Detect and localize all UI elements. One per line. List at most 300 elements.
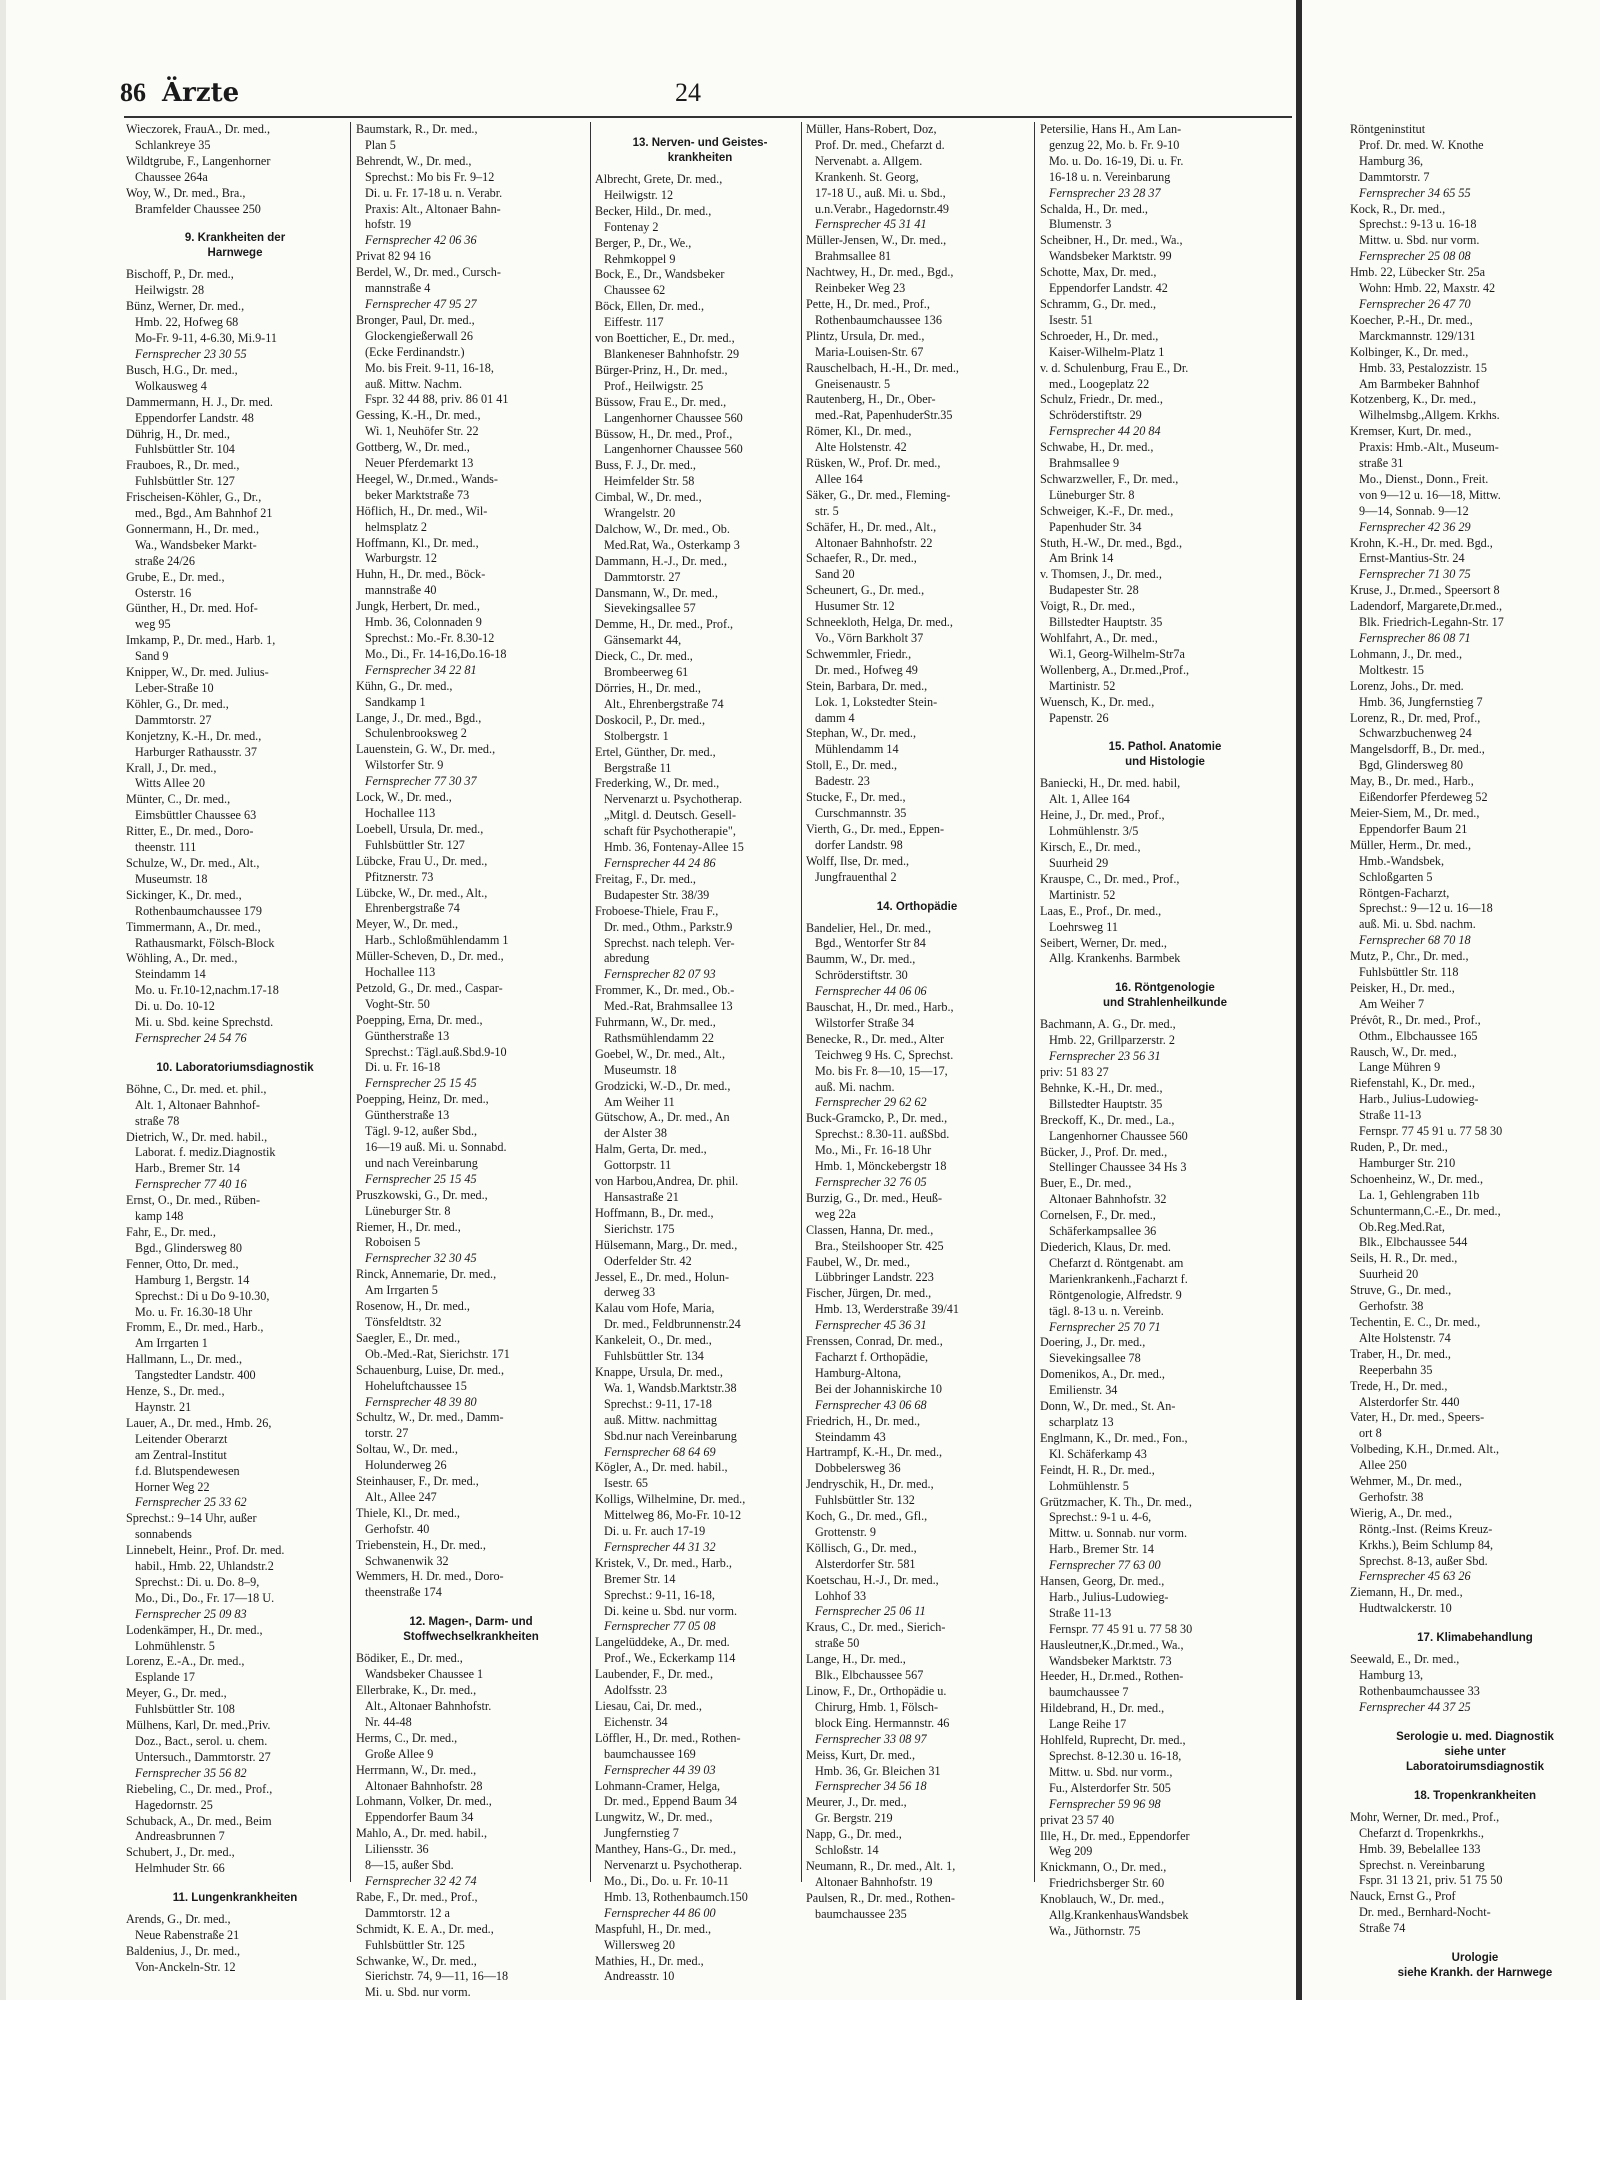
directory-entry [356,981,586,1013]
entry-detail: Brombeerweg 61 [604,665,689,680]
entry-detail: Mo. u. Fr. 16.30-18 Uhr [135,1304,253,1319]
directory-entry [126,1686,344,1718]
entry-detail: Wi. 1, Neuhöfer Str. 22 [365,424,479,439]
entry-detail: Schlankreye 35 [135,137,211,152]
directory-entry [595,490,805,522]
entry-detail: Mühlendamm 14 [815,742,899,757]
entry-name: Grützmacher, K. Th., Dr. med., [1040,1494,1192,1509]
entry-phone: Fernsprecher 77 30 37 [365,774,477,789]
entry-name: Hoffmann, B., Dr. med., [595,1205,714,1220]
entry-detail: 16-18 u. n. Vereinbarung [1049,169,1171,184]
directory-entry [126,490,344,522]
entry-name: Halm, Gerta, Dr. med., [595,1142,707,1157]
entry-detail: Sprechst.: Di u Do 9-10.30, [135,1288,270,1303]
entry-name: Meurer, J., Dr. med., [806,1795,907,1810]
directory-entry [1350,1076,1600,1140]
directory-entry [1350,1889,1600,1937]
entry-name: Höflich, H., Dr. med., Wil- [356,503,488,518]
entry-name: Fuhrmann, W., Dr. med., [595,1015,716,1030]
entry-detail: Teichweg 9 Hs. C, Sprechst. [815,1047,954,1062]
directory-entry [595,1365,805,1460]
directory-entry [356,1731,586,1763]
entry-name: Henze, S., Dr. med., [126,1384,225,1399]
entry-detail: Fuhlsbüttler Str. 104 [135,442,235,457]
directory-entry [126,1320,344,1352]
entry-name: Diederich, Klaus, Dr. med. [1040,1240,1171,1254]
section-heading-line: Urologie [1451,1952,1499,1965]
entry-detail: helmsplatz 2 [365,519,427,534]
entry-detail: Voght-Str. 50 [365,996,430,1011]
directory-entry [595,204,805,236]
directory-entry [595,1047,805,1079]
entry-detail: Schwanenwik 32 [365,1553,449,1568]
directory-entry [126,824,344,856]
entry-detail: Jungfernstieg 7 [604,1826,679,1841]
entry-detail: Hmb. 36, Fontenay-Allee 15 [604,840,744,855]
entry-detail: Harb., Bremer Str. 14 [1049,1542,1154,1557]
directory-entry [806,1573,1028,1621]
entry-detail: Fuhlsbüttler Str. 108 [135,1702,235,1717]
directory-entry [126,1511,344,1543]
entry-detail: Curschmannstr. 35 [815,805,907,820]
entry-detail: Hagedornstr. 25 [135,1797,213,1812]
directory-entry [126,1257,344,1321]
entry-name: Löffler, H., Dr. med., Rothen- [595,1730,741,1745]
entry-name: Albrecht, Grete, Dr. med., [595,172,723,186]
directory-entry [1350,265,1600,313]
entry-name: Frederking, W., Dr. med., [595,776,720,791]
directory-entry [806,1748,1028,1796]
entry-name: Böhne, C., Dr. med. et. phil., [126,1081,267,1096]
entry-name: Schubert, J., Dr. med., [126,1845,235,1860]
entry-detail: Marienkrankenh.,Facharzt f. [1049,1271,1188,1286]
entry-name: Rausch, W., Dr. med., [1350,1044,1457,1059]
directory-entry [806,822,1028,854]
directory-entry [356,822,586,854]
entry-detail: Esplande 17 [135,1670,195,1685]
entry-detail: Gänsemarkt 44, [604,633,682,648]
directory-entry [1350,647,1600,679]
entry-name: Konjetzny, K.-H., Dr. med., [126,728,262,743]
entry-phone: Fernsprecher 45 63 26 [1359,1569,1471,1584]
directory-entry [595,1922,805,1954]
directory-entry [595,617,805,649]
entry-detail: Ob.-Med.-Rat, Sierichstr. 171 [365,1346,510,1361]
entry-name: Büssow, Frau E., Dr. med., [595,394,727,409]
entry-detail: Wilstorfer Straße 34 [815,1015,915,1030]
entry-name: Wöhling, A., Dr. med., [126,951,238,966]
entry-detail: Nervenabt. a. Allgem. [815,153,923,168]
entry-name: Dammermann, H. J., Dr. med. [126,394,273,409]
entry-name: Classen, Hanna, Dr. med., [806,1222,934,1237]
entry-name: Schwarzweller, F., Dr. med., [1040,471,1179,486]
directory-entry [1040,695,1290,727]
directory-entry [356,1267,586,1299]
entry-detail: Bgd., Glindersweg 80 [135,1240,242,1255]
entry-phone: Fernsprecher 23 56 31 [1049,1049,1161,1064]
directory-entry [595,1206,805,1238]
entry-name: Meyer, G., Dr. med., [126,1686,227,1701]
directory-entry [1350,1283,1600,1315]
page-number: 86 [120,78,146,107]
entry-detail: Dr. med., Feldbrunnenstr.24 [604,1317,741,1332]
entry-detail: schaft für Psychotherapie", [604,824,736,839]
entry-detail: 17-18 U., auß. Mi. u. Sbd., [815,185,946,200]
entry-name: Schotte, Max, Dr. med., [1040,265,1157,280]
entry-detail: Med.Rat, Wa., Osterkamp 3 [604,537,740,552]
entry-name: Köllisch, G., Dr. med., [806,1540,917,1555]
entry-name: Cimbal, W., Dr. med., [595,490,702,505]
entry-detail: Hmb. 22, Hofweg 68 [135,315,239,330]
section-heading-line: siehe unter [1444,1745,1506,1758]
directory-entry [1040,392,1290,440]
entry-name: Scheibner, H., Dr. med., Wa., [1040,233,1183,248]
entry-detail: Altonaer Bahnhofstr. 19 [815,1874,933,1889]
entry-name: Günther, H., Dr. med. Hof- [126,601,258,616]
entry-detail: Mo. bis Freit. 9-11, 16-18, [365,360,494,375]
entry-name: Jendryschik, H., Dr. med., [806,1477,934,1492]
directory-entry [1350,1474,1600,1506]
directory-entry [126,1352,344,1384]
entry-name: Schäfer, H., Dr. med., Alt., [806,519,937,534]
entry-name: Doering, J., Dr. med., [1040,1335,1146,1350]
entry-detail: Sprechst.: Di. u. Do. 8–9, [135,1574,260,1589]
directory-entry [1350,981,1600,1013]
directory-entry [1350,806,1600,838]
entry-name: Meier-Siem, M., Dr. med., [1350,805,1480,820]
entry-phone: Fernsprecher 77 05 08 [604,1619,716,1634]
directory-entry [1350,679,1600,711]
entry-detail: Sprechst.: 9—12 u. 16—18 [1359,901,1493,916]
entry-phone: Fernsprecher 44 06 06 [815,984,927,999]
entry-name: Doskocil, P., Dr. med., [595,712,706,727]
entry-detail: ort 8 [1359,1426,1382,1441]
entry-detail: Husumer Str. 12 [815,599,895,614]
entry-detail: Am Weiher 11 [604,1094,675,1109]
directory-entry [126,1082,344,1130]
entry-name: Cornelsen, F., Dr. med., [1040,1208,1156,1223]
entry-name: Herms, C., Dr. med., [356,1730,458,1745]
entry-detail: tägl. 8-13 u. n. Vereinb. [1049,1303,1164,1318]
directory-entry [1350,202,1600,266]
entry-phone: Fernsprecher 29 62 62 [815,1095,927,1110]
entry-name: Frauboes, R., Dr. med., [126,458,240,473]
entry-name: Müller-Scheven, D., Dr. med., [356,949,504,964]
entry-detail: Sprechst.: 9-11, 17-18 [604,1396,712,1411]
entry-name: Schaefer, R., Dr. med., [806,551,917,566]
entry-detail: Fuhlsbüttler Str. 132 [815,1493,915,1508]
entry-name: Meyer, W., Dr. med., [356,917,459,932]
section-heading-line: 11. Lungenkrankheiten [172,1892,298,1905]
entry-name: Volbeding, K.H., Dr.med. Alt., [1350,1442,1500,1457]
entry-phone: Fernsprecher 59 96 98 [1049,1796,1161,1811]
directory-entry [806,456,1028,488]
entry-name: Röntgeninstitut [1350,122,1426,136]
entry-name: Kögler, A., Dr. med. habil., [595,1460,728,1475]
entry-detail: Dammtorstr. 7 [1359,169,1430,184]
entry-name: Benecke, R., Dr. med., Alter [806,1031,945,1046]
entry-detail: Alt. 1, Altonaer Bahnhof- [135,1097,260,1112]
entry-detail: Mittw. u. Sbd. nur vorm., [1049,1764,1173,1779]
entry-detail: Dammtorstr. 27 [604,569,681,584]
directory-entry [1040,202,1290,234]
entry-detail: Hudtwalckerstr. 10 [1359,1601,1452,1616]
entry-detail: Mo., Dienst., Donn., Freit. [1359,471,1489,486]
directory-entry [126,267,344,299]
entry-detail: Osterstr. 16 [135,585,192,600]
directory-entry [806,1541,1028,1573]
directory-entry [806,1334,1028,1414]
directory-entry [1040,440,1290,472]
entry-detail: Ehrenbergstraße 74 [365,901,460,916]
entry-detail: Reeperbahn 35 [1359,1362,1433,1377]
directory-entry [1040,808,1290,840]
entry-detail: Sprechst.: Mo.-Fr. 8.30-12 [365,631,495,645]
directory-entry [1350,838,1600,949]
directory-entry [1350,1810,1600,1890]
entry-detail: Museumstr. 18 [604,1062,677,1077]
entry-name: Grodzicki, W.-D., Dr. med., [595,1078,731,1093]
entry-detail: Fuhlsbüttler Str. 127 [135,474,235,489]
entry-detail: Harb., Bremer Str. 14 [135,1161,240,1176]
entry-detail: Altonaer Bahnhofstr. 22 [815,535,933,550]
entry-name: Krohn, K.-H., Dr. med. Bgd., [1350,535,1493,550]
directory-entry [595,1842,805,1922]
header-rule [124,116,1292,118]
entry-detail: auß. Mittw. nachmittag [604,1412,717,1427]
directory-column-next-page [1350,122,1600,1980]
entry-detail: Lange Mühren 9 [1359,1060,1441,1075]
entry-name: Behnke, K.-H., Dr. med., [1040,1080,1163,1095]
entry-detail: Heimfelder Str. 58 [604,474,695,489]
entry-detail: Altonaer Bahnhofstr. 32 [1049,1192,1167,1207]
entry-detail: Eppendorfer Baum 21 [1359,821,1468,836]
entry-detail: Weg 209 [1049,1844,1093,1859]
entry-detail: Wilstorfer Str. 9 [365,758,444,773]
entry-detail: Budapester Str. 38/39 [604,887,710,902]
entry-phone: Fernsprecher 26 47 70 [1359,296,1471,311]
entry-name: Hohlfeld, Ruprecht, Dr. med., [1040,1733,1186,1748]
directory-entry [1350,711,1600,743]
entry-name: Stephan, W., Dr. med., [806,726,917,741]
entry-name: Dörries, H., Dr. med., [595,681,701,695]
folio-number: 24 [675,78,701,107]
entry-name: Kock, R., Dr. med., [1350,201,1446,216]
entry-detail: Blk., Elbchaussee 567 [815,1668,924,1683]
entry-detail: Prof. Dr. med. W. Knothe [1359,137,1484,152]
entry-detail: Rehmkoppel 9 [604,251,676,266]
entry-detail: Marckmannstr. 129/131 [1359,328,1476,343]
entry-detail: Gneisenaustr. 5 [815,376,891,391]
entry-name: Petersilie, Hans H., Am Lan- [1040,122,1182,136]
entry-detail: Dobbelersweg 36 [815,1461,901,1476]
entry-name: Laas, E., Prof., Dr. med., [1040,903,1162,918]
entry-detail: Fontenay 2 [604,219,659,234]
entry-name: Nachtwey, H., Dr. med., Bgd., [806,265,954,280]
left-margin-shadow [0,0,6,2000]
entry-detail: Prof. Dr. med., Chefarzt d. [815,137,945,152]
directory-entry [806,297,1028,329]
entry-phone: Fernsprecher 25 09 83 [135,1606,247,1621]
entry-detail: Wa. 1, Wandsb.Marktstr.38 [604,1380,737,1395]
entry-detail: Billstedter Hauptstr. 35 [1049,615,1163,630]
directory-entry [595,1731,805,1779]
entry-name: Baumstark, R., Dr. med., [356,122,478,136]
entry-detail: Langenhorner Chaussee 560 [604,410,743,425]
entry-name: Ziemann, H., Dr. med., [1350,1585,1463,1600]
entry-name: v. d. Schulenburg, Frau E., Dr. [1040,360,1189,375]
directory-entry [1040,329,1290,361]
directory-entry [126,154,344,186]
entry-name: Hildebrand, H., Dr. med., [1040,1701,1165,1716]
entry-detail: Mi. u. Sbd. nur vorm. [365,1985,471,2000]
entry-name: Seibert, Werner, Dr. med., [1040,935,1167,950]
entry-name: Liesau, Cai, Dr. med., [595,1699,702,1713]
entry-phone: Fernsprecher 68 64 69 [604,1444,716,1459]
entry-detail: Alsterdorfer Str. 581 [815,1556,916,1571]
entry-detail: med., Loogeplatz 22 [1049,376,1150,391]
entry-detail: Am Irrgarten 5 [365,1283,438,1298]
entry-name: Kalau vom Hofe, Maria, [595,1301,715,1316]
directory-entry [1040,631,1290,663]
entry-phone: Fernsprecher 32 42 74 [365,1873,477,1888]
entry-name: Dalchow, W., Dr. med., Ob. [595,521,730,536]
directory-entry [1040,1495,1290,1575]
entry-detail: Hmb. 22, Grillparzerstr. 2 [1049,1033,1175,1048]
directory-entry [356,1794,586,1826]
directory-entry [1040,776,1290,808]
directory-entry [806,583,1028,615]
entry-name: Rinck, Annemarie, Dr. med., [356,1267,497,1282]
entry-detail: Helmhuder Str. 66 [135,1861,225,1876]
entry-detail: Kaiser-Wilhelm-Platz 1 [1049,344,1165,359]
entry-detail: Roboisen 5 [365,1235,421,1250]
section-heading-line: und Strahlenheilkunde [1103,997,1227,1010]
entry-detail: baumchaussee 235 [815,1906,907,1921]
entry-detail: Maria-Louisen-Str. 67 [815,344,924,359]
entry-name: Knipper, W., Dr. med. Julius- [126,665,269,680]
entry-detail: Fuhlsbüttler Str. 118 [1359,965,1459,980]
entry-phone: Fernsprecher 86 08 71 [1359,631,1471,645]
entry-detail: Hmb. 13, Rothenbaumch.150 [604,1889,748,1904]
directory-entry [595,904,805,984]
entry-detail: Sand 20 [815,567,855,582]
entry-name: Struve, G., Dr. med., [1350,1283,1452,1298]
entry-name: v. Thomsen, J., Dr. med., [1040,567,1162,582]
entry-detail: Bergstraße 11 [604,760,672,775]
directory-entry [126,522,344,570]
section-heading-line: krankheiten [667,152,733,164]
entry-detail: straße 78 [135,1113,180,1128]
directory-entry [1040,1081,1290,1113]
entry-name: Lodenkämper, H., Dr. med., [126,1622,263,1637]
entry-detail: Neue Rabenstraße 21 [135,1928,240,1943]
entry-detail: Lohmühlenstr. 5 [135,1638,215,1653]
entry-name: Kruse, J., Dr.med., Speersort 8 [1350,583,1500,598]
directory-entry [356,1683,586,1731]
entry-detail: Lange Reihe 17 [1049,1717,1127,1732]
entry-name: Loebell, Ursula, Dr. med., [356,821,484,836]
column-divider [1034,122,1035,1882]
entry-phone: Fernsprecher 32 76 05 [815,1175,927,1189]
entry-phone: Fernsprecher 77 40 16 [135,1177,247,1192]
entry-phone: Fernsprecher 35 56 82 [135,1765,247,1780]
entry-detail: La. 1, Gehlengraben 11b [1359,1187,1480,1202]
entry-detail: Willersweg 20 [604,1937,675,1952]
entry-detail: Suurheid 29 [1049,855,1109,870]
entry-name: Jungk, Herbert, Dr. med., [356,599,480,614]
entry-detail: Fernspr. 77 45 91 u. 77 58 30 [1359,1124,1503,1139]
entry-name: Techentin, E. C., Dr. med., [1350,1314,1481,1329]
entry-detail: Di. u. Do. 10-12 [135,999,215,1014]
entry-detail: Langenhorner Chaussee 560 [604,442,743,457]
entry-name: Schramm, G., Dr. med., [1040,296,1157,311]
directory-entry [356,1410,586,1442]
entry-detail: Fspr. 31 13 21, priv. 51 75 50 [1359,1873,1503,1888]
entry-name: Wolff, Ilse, Dr. med., [806,853,910,868]
entry-name: Wehmer, M., Dr. med., [1350,1474,1462,1489]
entry-phone: Fernsprecher 25 70 71 [1049,1319,1161,1334]
entry-detail: Allg. Krankenhs. Barmbek [1049,951,1181,966]
entry-detail: Hamburg-Altona, [815,1365,902,1380]
directory-entry [356,1826,586,1890]
entry-name: Heine, J., Dr. med., Prof., [1040,808,1165,823]
entry-phone: Fernsprecher 71 30 75 [1359,567,1471,582]
entry-detail: Straße 74 [1359,1921,1406,1936]
entry-name: Müller, Herm., Dr. med., [1350,837,1472,852]
directory-entry [806,1191,1028,1223]
entry-name: Buck-Gramcko, P., Dr. med., [806,1111,948,1126]
entry-name: Mathies, H., Dr. med., [595,1953,704,1968]
entry-detail: Wilhelmsbg.,Allgem. Krkhs. [1359,408,1500,423]
entry-name: Ernst, O., Dr. med., Rüben- [126,1193,261,1208]
entry-name: Gottberg, W., Dr. med., [356,440,470,455]
entry-detail: am Zentral-Institut [135,1447,227,1462]
entry-detail: Plan 5 [365,137,396,152]
entry-detail: beker Marktstraße 73 [365,487,470,502]
directory-entry [1350,742,1600,774]
entry-detail: Schröderstiftstr. 29 [1049,408,1142,423]
directory-entry [356,1474,586,1506]
directory-entry [595,1810,805,1842]
directory-entry [1350,774,1600,806]
directory-entry [806,952,1028,1000]
entry-detail: 9—14, Sonnab. 9—12 [1359,503,1469,518]
entry-name: Thiele, Kl., Dr. med., [356,1505,460,1520]
entry-name: Schultz, W., Dr. med., Damm- [356,1410,504,1425]
directory-entry [126,458,344,490]
directory-entry [126,1814,344,1846]
entry-detail: Chirurg, Hmb. 1, Fölsch- [815,1699,939,1714]
entry-name: Lungwitz, W., Dr. med., [595,1810,713,1825]
directory-entry [595,1667,805,1699]
directory-entry [595,713,805,745]
directory-entry [126,1416,344,1511]
entry-detail: Sprechst. 8-12.30 u. 16-18, [1049,1749,1182,1763]
entry-detail: Hmb. 33, Pestalozzistr. 15 [1359,360,1487,375]
entry-name: Kühn, G., Dr. med., [356,678,453,693]
entry-name: priv: 51 83 27 [1040,1065,1109,1080]
directory-entry [595,1238,805,1270]
entry-name: Bachmann, A. G., Dr. med., [1040,1017,1176,1032]
entry-detail: Am Weiher 7 [1359,996,1425,1011]
entry-name: Wildtgrube, F., Langenhorner [126,153,271,168]
entry-detail: Mo-Fr. 9-11, 4-6.30, Mi.9-11 [135,331,277,346]
directory-entry [126,395,344,427]
directory-entry [356,886,586,918]
directory-entry [356,1763,586,1795]
entry-name: Langelüddeke, A., Dr. med. [595,1635,730,1650]
